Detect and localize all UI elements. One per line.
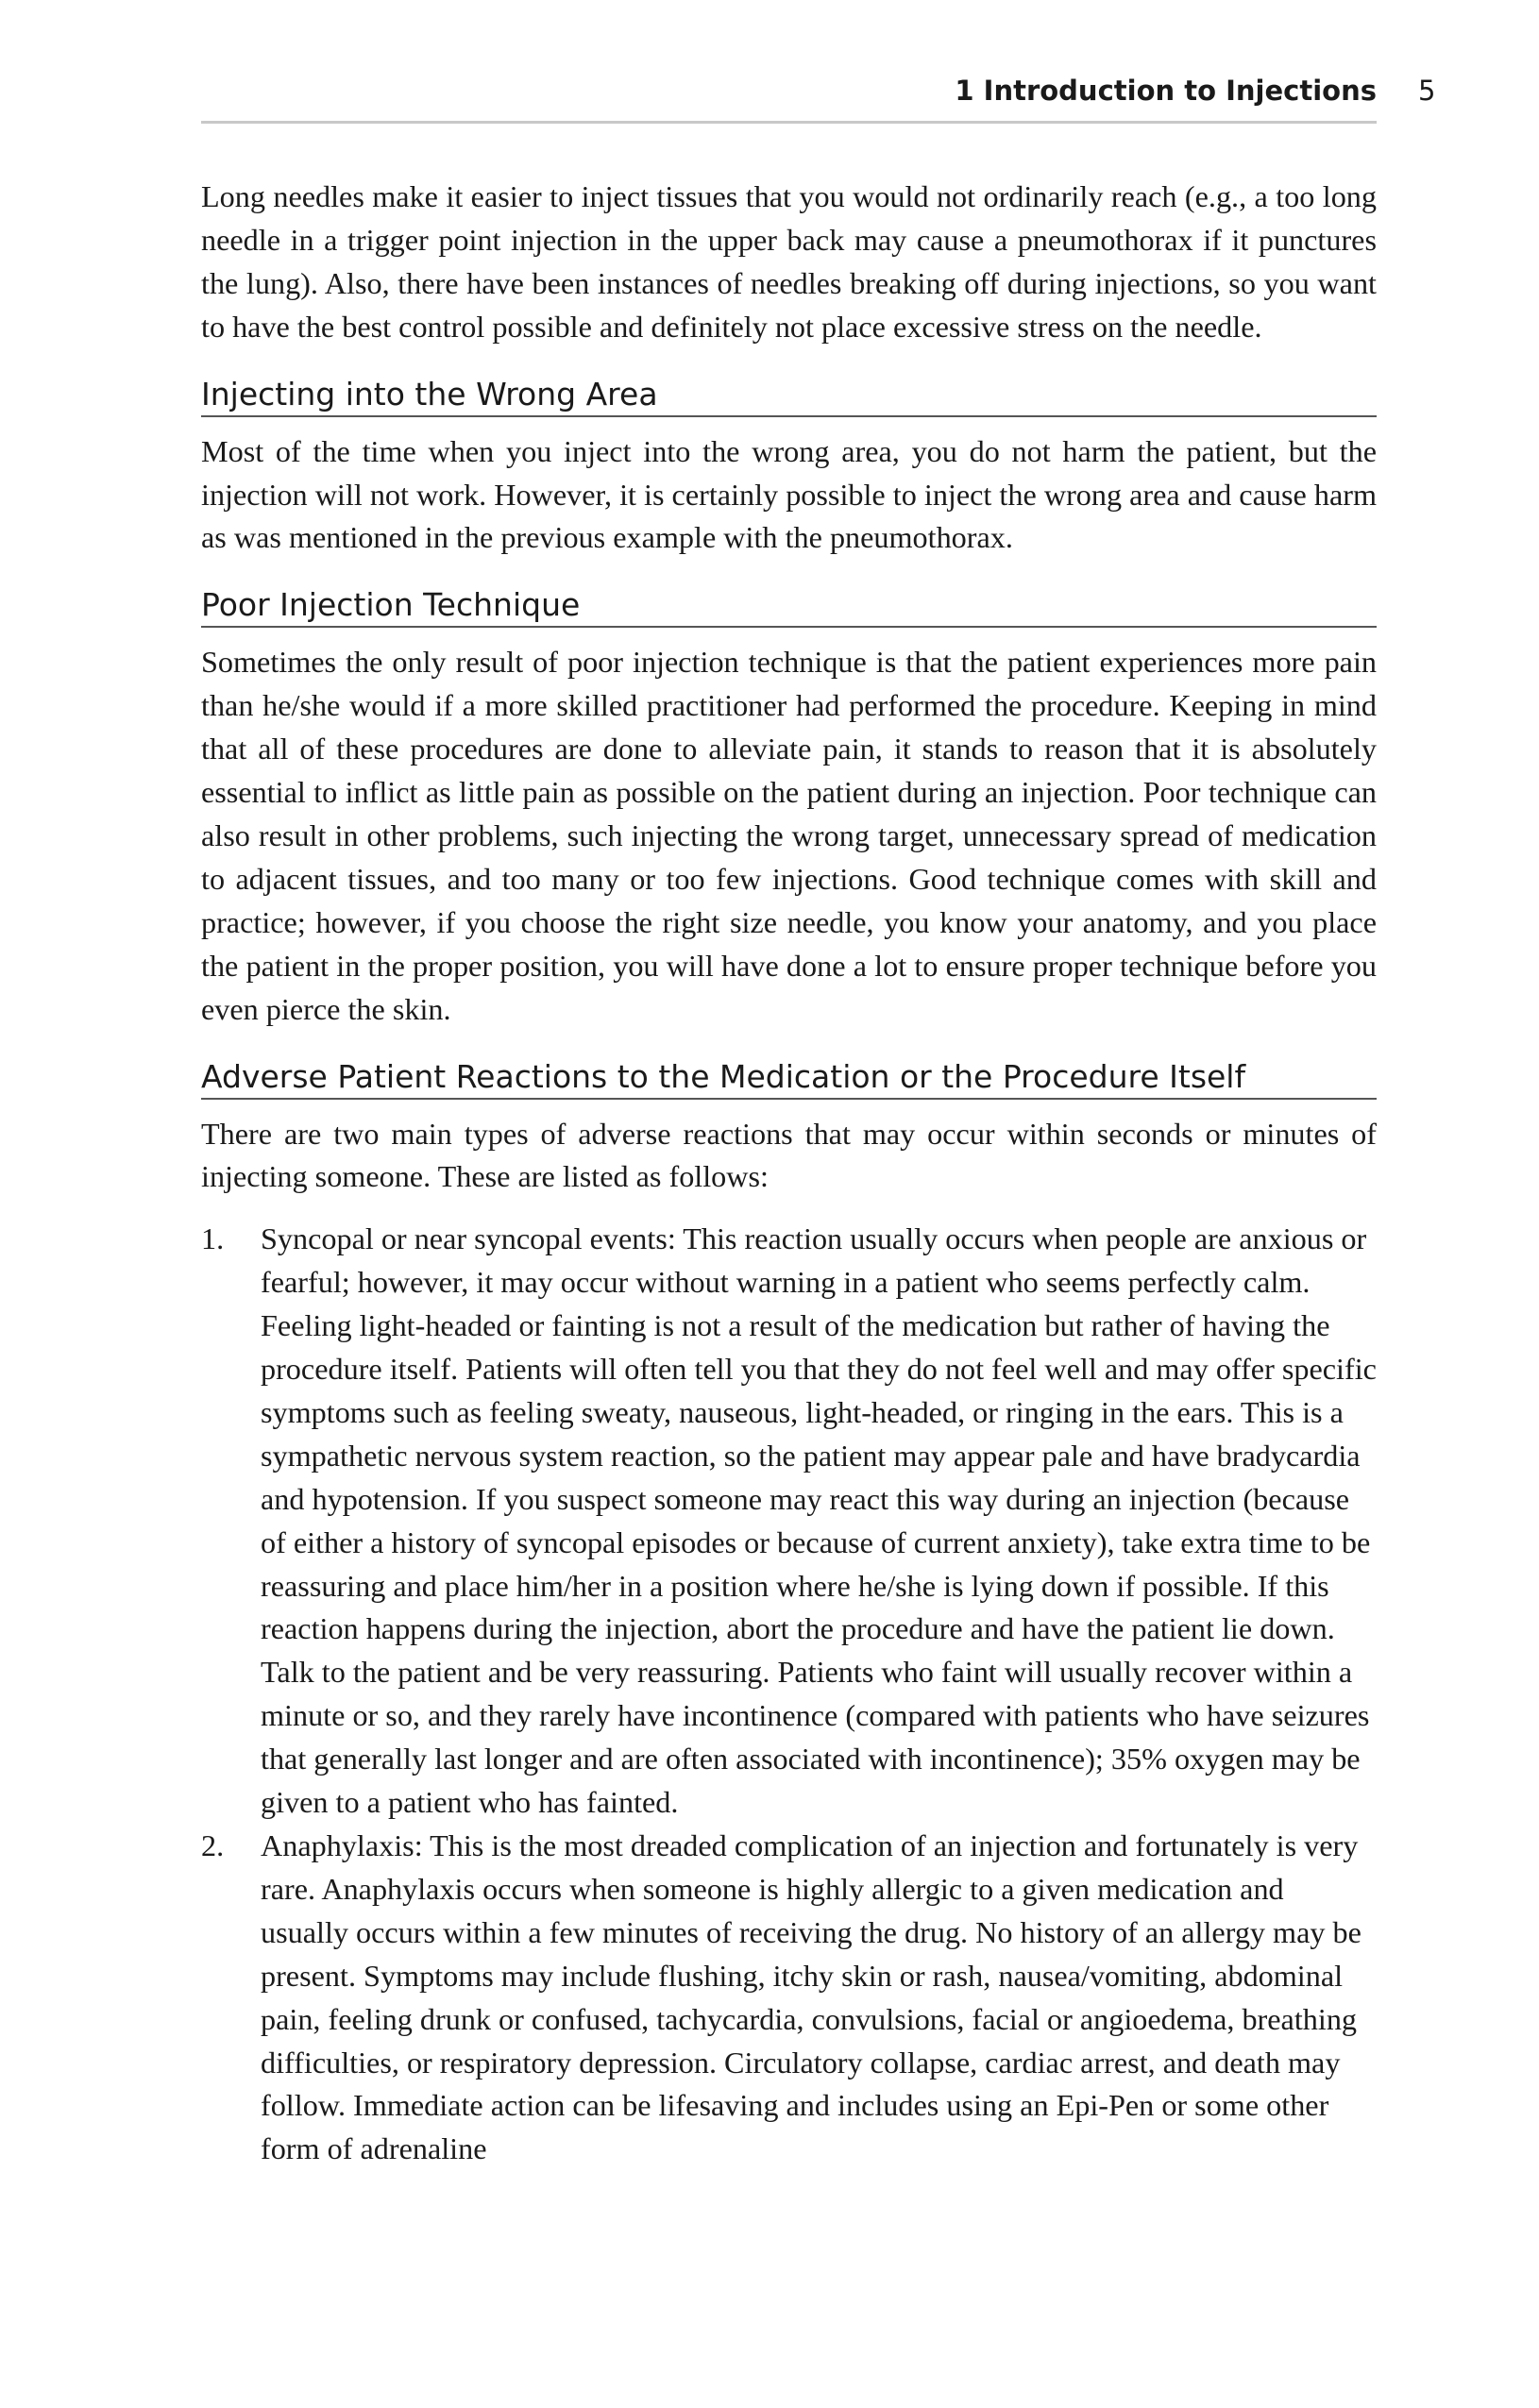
list-item (201, 1218, 1377, 1825)
paragraph-adverse-reactions: There are two main types of adverse reactions that may occur within seconds or minutes of injecting someone. These are listed as follows: (201, 1116, 1377, 1194)
list-item (201, 1825, 1377, 2171)
adverse-reactions-list (201, 1218, 1377, 2171)
heading-adverse-reactions: Adverse Patient Reactions to the Medication or the Procedure Itself (201, 1056, 1377, 1100)
intro-paragraph: Long needles make it easier to inject tissues that you would not ordinarily reach (e.g., a too long needle in a trigger point injection in the upper back may cause a pneumothorax if it punctures the lung). Also, there have been instances of needles breaking off during injections, so you want to have the best control possible and definitely not place excessive stress on the needle. (201, 179, 1377, 344)
running-title: 1 Introduction to Injections (955, 75, 1377, 107)
list-item-number: 2. (201, 1828, 225, 1862)
paragraph-poor-technique: Sometimes the only result of poor injection technique is that the patient experiences more pain than he/she would if a more skilled practitioner had performed the procedure. Keeping in mind that all of these procedures are done to alleviate pain, it stands to reason that it is absolutely essential to inflict as little pain as possible on the patient during an injection. Poor technique can also result in other problems, such injecting the wrong target, unnecessary spread of medication to adjacent tissues, and too many or too few injections. Good technique comes with skill and practice; however, if you choose the right size needle, you know your anatomy, and you place the patient in the proper position, you will have done a lot to ensure proper technique before you even pierce the skin. (201, 645, 1377, 1026)
heading-wrong-area: Injecting into the Wrong Area (201, 374, 1377, 417)
running-header (201, 72, 1377, 124)
list-item-number: 1. (201, 1221, 225, 1256)
page-body (201, 176, 1377, 2171)
paragraph-wrong-area: Most of the time when you inject into the wrong area, you do not harm the patient, but the injection will not work. However, it is certainly possible to inject the wrong area and cause harm as was mentioned in the previous example with the pneumothorax. (201, 433, 1377, 555)
page-number: 5 (1418, 75, 1436, 107)
heading-poor-technique: Poor Injection Technique (201, 584, 1377, 628)
list-item-text: Anaphylaxis: This is the most dreaded complication of an injection and fortunately is very rare. Anaphylaxis occurs when someone is highly allergic to a given medication and usually occurs within a few minutes of receiving the drug. No history of an allergy may be present. Symptoms may include flushing, itchy skin or rash, nausea/vomiting, abdominal pain, feeling drunk or confused, tachycardia, convulsions, facial or angioedema, breathing difficulties, or respiratory depression. Circulatory collapse, cardiac arrest, and death may follow. Immediate action can be lifesaving and includes using an Epi-Pen or some other form of adrenaline (261, 1828, 1361, 2166)
list-item-text: Syncopal or near syncopal events: This reaction usually occurs when people are anxious or fearful; however, it may occur without warning in a patient who seems perfectly calm. Feeling light-headed or fainting is not a result of the medication but rather of having the procedure itself. Patients will often tell you that they do not feel well and may offer specific symptoms such as feeling sweaty, nauseous, light-headed, or ringing in the ears. This is a sympathetic nervous system reaction, so the patient may appear pale and have bradycardia and hypotension. If you suspect someone may react this way during an injection (because of either a history of syncopal episodes or because of current anxiety), take extra time to be reassuring and place him/her in a position where he/she is lying down if possible. If this reaction happens during the injection, abort the procedure and have the patient lie down. Talk to the patient and be very reassuring. Patients who faint will usually recover within a minute or so, and they rarely have incontinence (compared with patients who have seizures that generally last longer and are often associated with incontinence); 35% oxygen may be given to a patient who has fainted. (261, 1221, 1377, 1820)
